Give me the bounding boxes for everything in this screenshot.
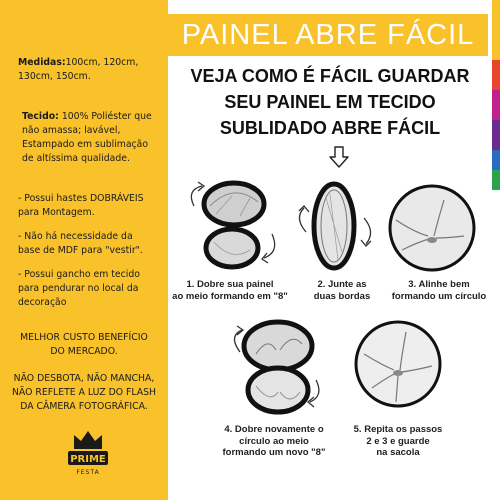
color-strip-red [492, 60, 500, 90]
headline-line-3: SUBLIDADO ABRE FÁCIL [219, 118, 441, 138]
best-value-text: MELHOR CUSTO BENEFÍCIO DO MERCADO. [20, 332, 148, 357]
step4-caption: 4. Dobre novamente o círculo ao meio formando um novo "8" [222, 424, 326, 458]
step5-illustration [350, 316, 446, 412]
feature-hook: - Possui gancho em tecido para pendurar no local da decoração [18, 269, 140, 308]
color-strip-purple [492, 120, 500, 150]
down-arrow-icon [329, 146, 349, 168]
color-strip-yellow [492, 0, 500, 60]
step1-caption: 1. Dobre sua painel ao meio formando em "8" [172, 279, 288, 302]
step1-illustration [180, 176, 286, 276]
step5-caption: 5. Repita os passos 2 e 3 e guarde na sacola [353, 424, 443, 458]
prime-festa-logo [62, 427, 114, 487]
no-fade-text: NÃO DESBOTA, NÃO MANCHA, NÃO REFLETE A LUZ DO FLASH DA CÂMERA FOTOGRÁFICA. [11, 373, 157, 412]
headline-line-2: SEU PAINEL EM TECIDO [224, 92, 436, 112]
title-banner [168, 14, 488, 56]
medidas-text: Medidas:100cm, 120cm, 130cm, 150cm. [18, 57, 139, 82]
info-sidebar [0, 0, 168, 500]
color-strip-blue [492, 150, 500, 170]
color-strip-magenta [492, 90, 500, 120]
feature-foldable: - Possui hastes DOBRÁVEIS para Montagem. [18, 193, 144, 218]
step2-illustration [290, 180, 380, 276]
banner-title: PAINEL ABRE FÁCIL [181, 18, 475, 51]
logo-text: PRIME [70, 454, 106, 465]
color-strip [492, 0, 500, 500]
tecido-text: Tecido: 100% Poliéster que não amassa; lavável, Estampado em sublimação de altíssima qualidade. [22, 111, 152, 164]
color-strip-green [492, 170, 500, 190]
step3-caption: 3. Alinhe bem formando um círculo [391, 279, 487, 302]
logo-subtext: FESTA [76, 469, 100, 476]
step3-illustration [384, 180, 480, 276]
step2-caption: 2. Junte as duas bordas [313, 279, 371, 302]
feature-no-mdf: - Não há necessidade da base de MDF para "vestir". [18, 231, 143, 256]
headline-line-1: VEJA COMO É FÁCIL GUARDAR [190, 66, 470, 86]
step4-illustration [220, 314, 330, 420]
